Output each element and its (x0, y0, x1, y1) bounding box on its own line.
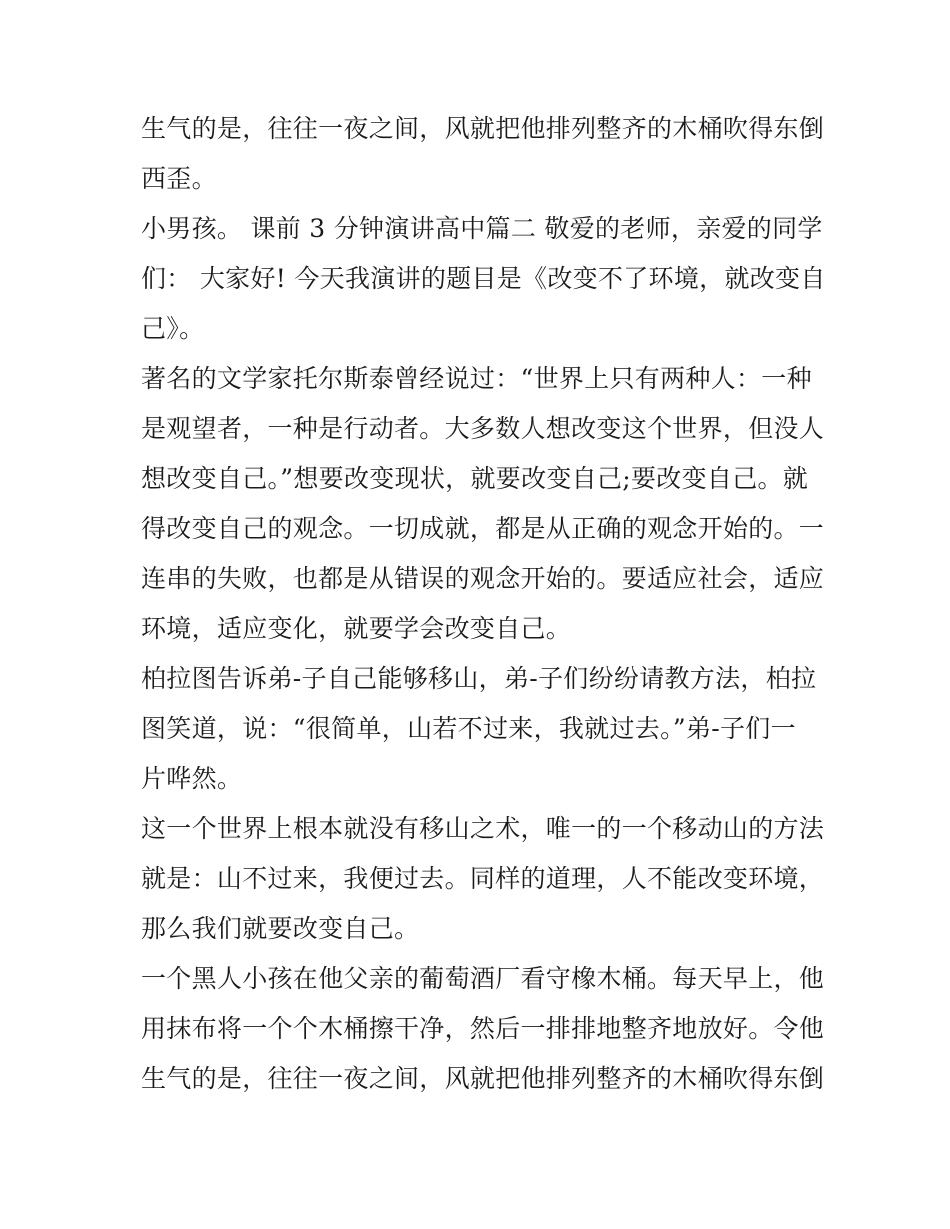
text-line: 生气的是，往往一夜之间，风就把他排列整齐的木桶吹得东倒 (141, 1064, 825, 1093)
paragraph (141, 954, 831, 1104)
text-line: 片哗然。 (141, 764, 243, 793)
paragraph (141, 104, 831, 204)
text-line: 连串的失败，也都是从错误的观念开始的。要适应社会，适应 (141, 564, 825, 593)
text-line: 环境，适应变化，就要学会改变自己。 (141, 614, 572, 643)
text-line: 是观望者，一种是行动者。大多数人想改变这个世界，但没人 (141, 414, 825, 443)
text-line: 图笑道，说：“很简单，山若不过来，我就过去。”弟-子们一 (141, 714, 796, 743)
text-line: 柏拉图告诉弟-子自己能够移山，弟-子们纷纷请教方法，柏拉 (141, 664, 817, 693)
paragraph (141, 654, 831, 804)
text-line: 那么我们就要改变自己。 (141, 914, 420, 943)
text-line: 己》。 (141, 314, 205, 343)
text-line: 著名的文学家托尔斯泰曾经说过：“世界上只有两种人：一种 (141, 364, 812, 393)
paragraph (141, 204, 831, 354)
text-line: 想改变自己。”想要改变现状，就要改变自己;要改变自己。就 (141, 464, 809, 493)
paragraph (141, 354, 831, 654)
text-line: 一个黑人小孩在他父亲的葡萄酒厂看守橡木桶。每天早上，他 (141, 964, 825, 993)
paragraph (141, 804, 831, 954)
text-line: 西歪。 (141, 164, 217, 193)
document-body (141, 104, 831, 1104)
text-line: 得改变自己的观念。一切成就，都是从正确的观念开始的。一 (141, 514, 825, 543)
text-line: 就是：山不过来，我便过去。同样的道理，人不能改变环境， (141, 864, 825, 893)
text-line: 用抹布将一个个木桶擦干净，然后一排排地整齐地放好。令他 (141, 1014, 825, 1043)
text-line: 小男孩。 课前 3 分钟演讲高中篇二 敬爱的老师，亲爱的同学 (141, 214, 823, 243)
text-line: 生气的是，往往一夜之间，风就把他排列整齐的木桶吹得东倒 (141, 114, 825, 143)
text-line: 们： 大家好! 今天我演讲的题目是《改变不了环境，就改变自 (141, 264, 826, 293)
text-line: 这一个世界上根本就没有移山之术，唯一的一个移动山的方法 (141, 814, 825, 843)
